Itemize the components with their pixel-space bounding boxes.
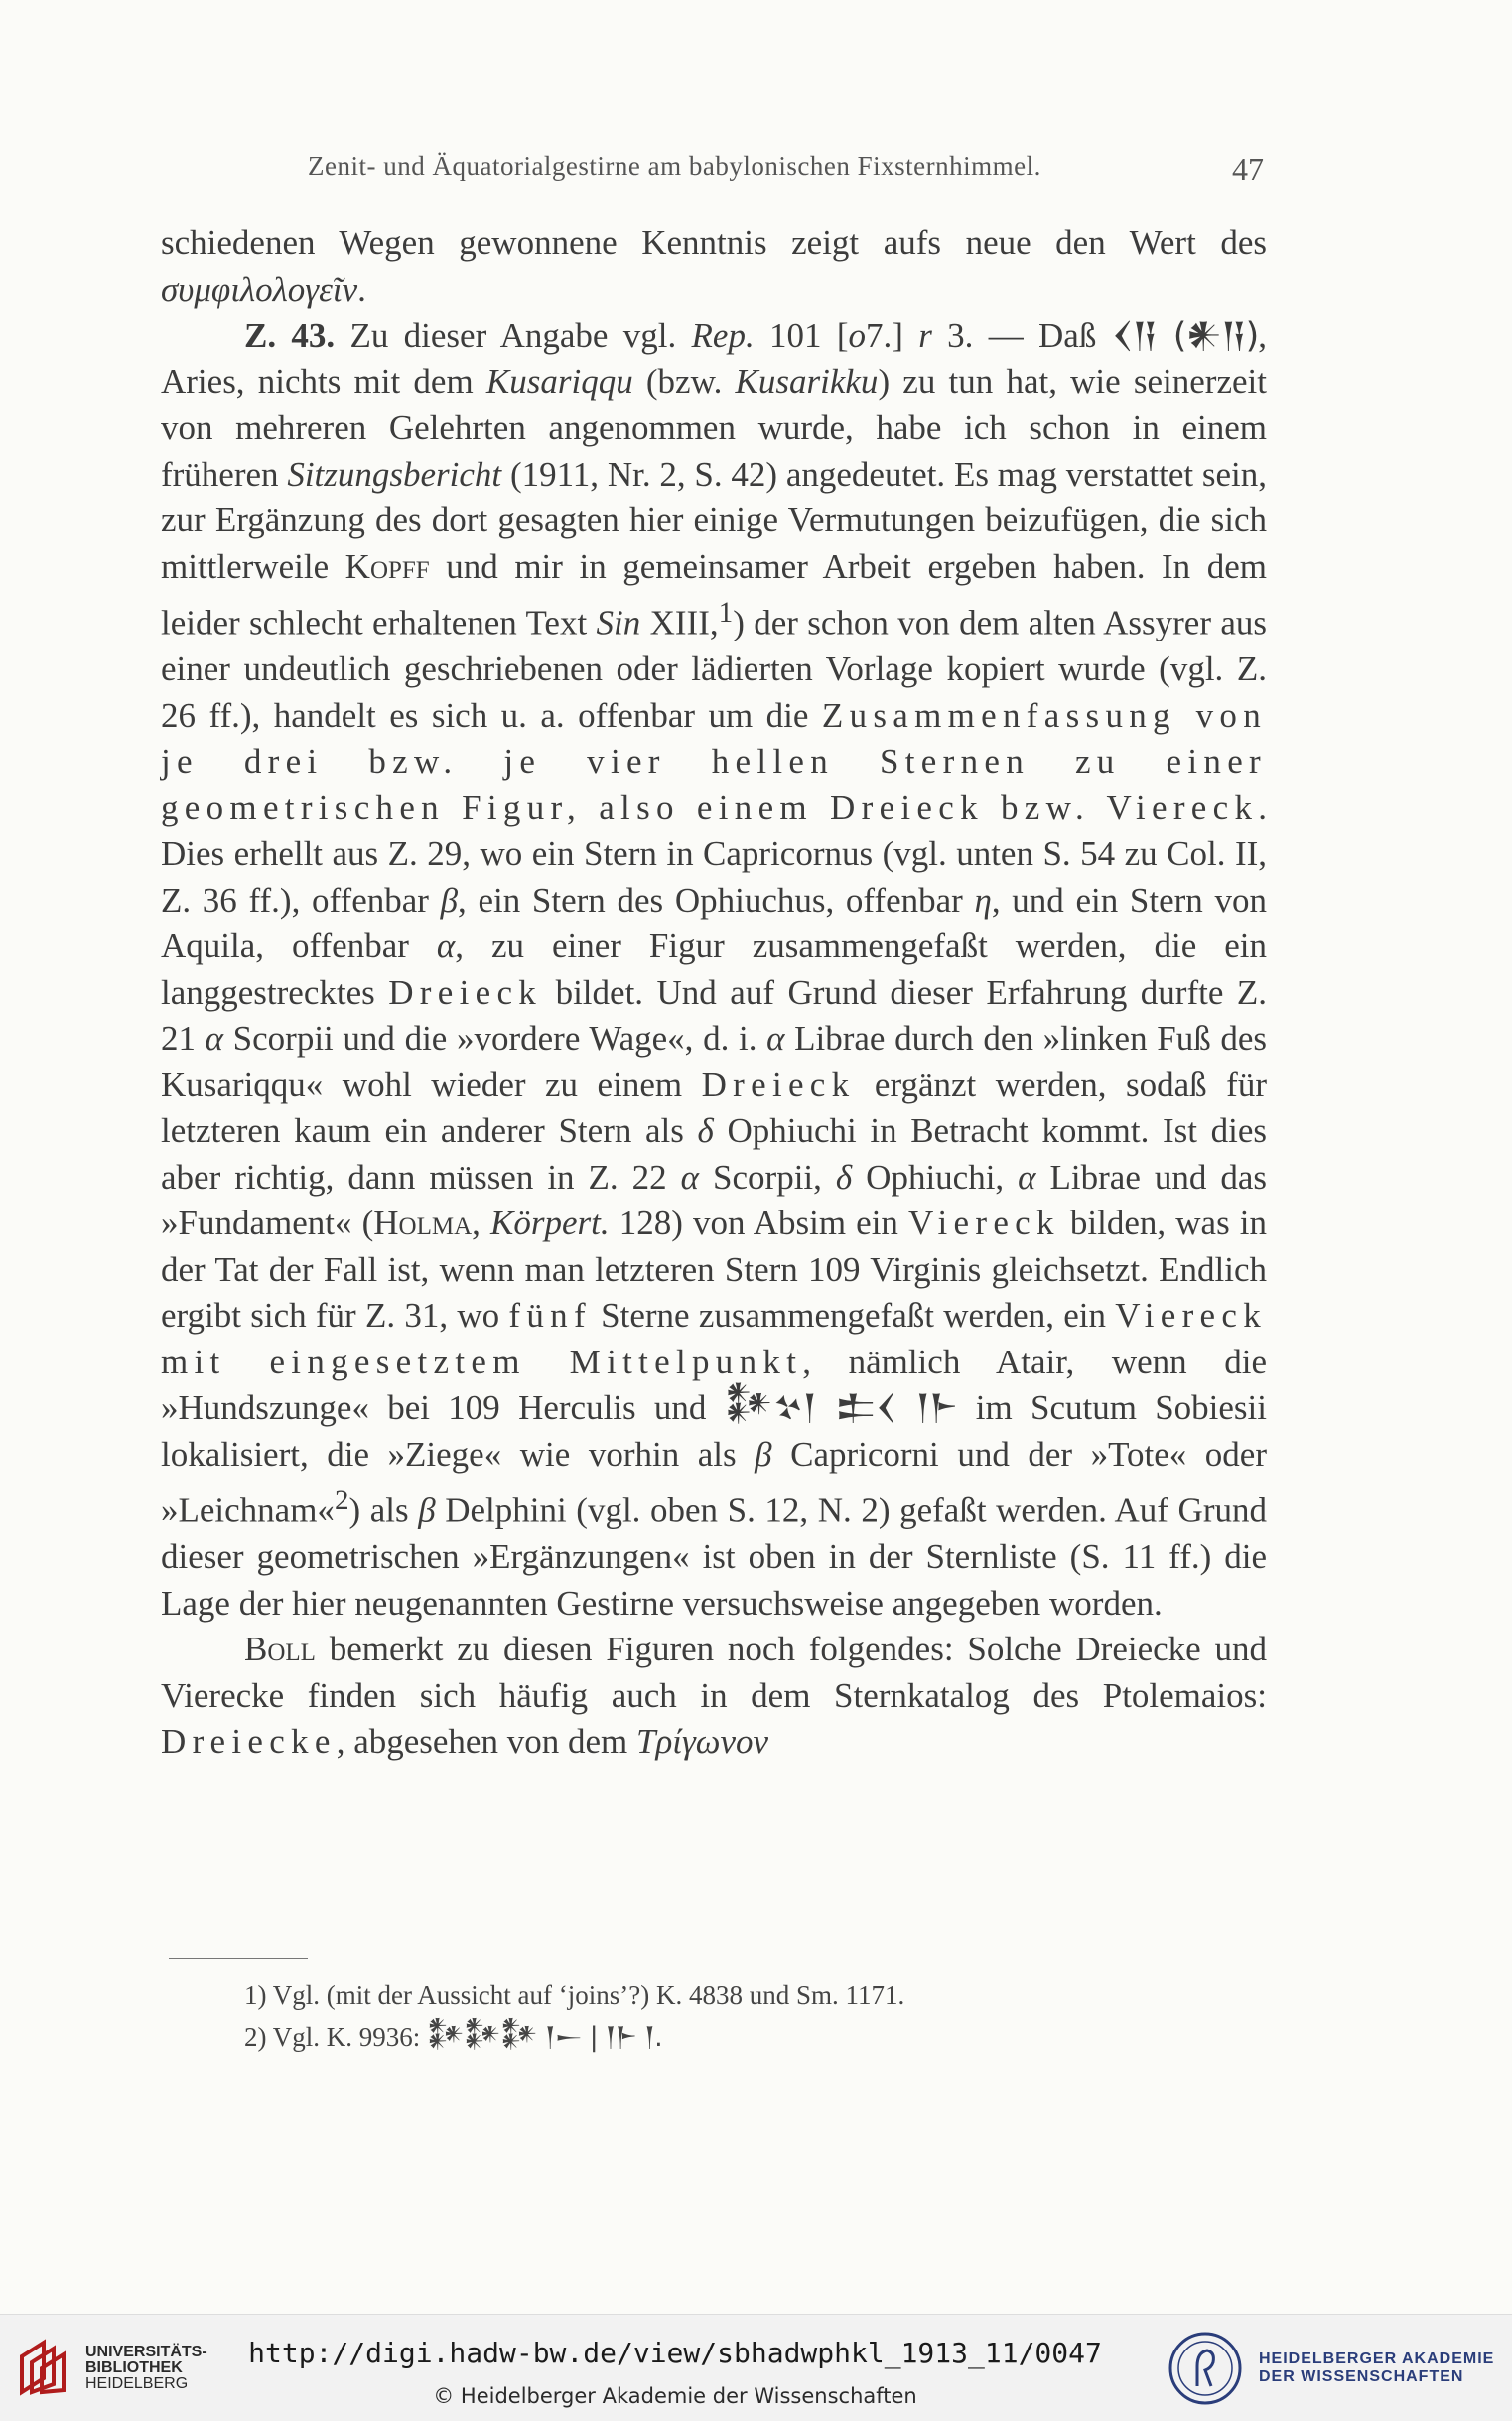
academy-name: HEIDELBERGER AKADEMIE DER WISSENSCHAFTEN: [1259, 2350, 1495, 2385]
cuneiform-sign: 𒀯𒆳𒁹 𒉺𒌋 𒁹𒈨: [724, 1388, 958, 1429]
copyright-notice: © Heidelberger Akademie der Wissenschaften: [433, 2384, 917, 2408]
body-text: [161, 220, 1267, 1766]
footnote-ref-1: 1: [718, 597, 734, 629]
footnote-1: 1) Vgl. (mit der Aussicht auf ‘joins’?) K. 4838 und Sm. 1171.: [244, 1980, 905, 2010]
academy-seal-icon: [1168, 2331, 1243, 2406]
line-reference: Z. 43.: [244, 316, 336, 355]
library-name: UNIVERSITÄTS- BIBLIOTHEK HEIDELBERG: [85, 2344, 207, 2392]
cuneiform-sign: 𒌋𒀀 (𒀭𒀀): [1111, 316, 1259, 356]
paragraph-1: schiedenen Wegen gewonnene Kenntnis zeigt aufs neue den Wert des συμφιλολογεῖν.: [161, 223, 1267, 309]
author-name: Kopff: [344, 546, 430, 586]
permalink-url[interactable]: http://digi.hadw-bw.de/view/sbhadwphkl_1913_11/0047: [248, 2337, 1102, 2369]
paragraph-3: Boll bemerkt zu diesen Figuren noch folgendes: Solche Dreiecke und Vierecke finden sich häufig auch in dem Sternkatalog des Ptolemaios: Dreiecke, abgesehen von dem Τρίγωνον: [161, 1630, 1267, 1762]
cuneiform-sign: 𒀯𒀯𒀯 𒁹𒀸 | 𒁹𒈨 𒁹.: [427, 2022, 662, 2053]
footnote-ref-2: 2: [334, 1485, 349, 1517]
footnote-2: 2) Vgl. K. 9936: 𒀯𒀯𒀯 𒁹𒀸 | 𒁹𒈨 𒁹.: [244, 2022, 662, 2053]
page-number: 47: [1232, 151, 1264, 187]
greek-word: Τρίγωνον: [635, 1722, 769, 1762]
viewer-footer: [0, 2314, 1512, 2421]
footnotes: [244, 1974, 1237, 2059]
author-name: Holma: [373, 1204, 473, 1243]
footnote-divider: [169, 1958, 308, 1959]
paragraph-2: Z. 43. Zu dieser Angabe vgl. Rep. 101 [o7.] r 3. — Daß 𒌋𒀀 (𒀭𒀀), Aries, nichts mit dem Kusariqqu (bzw. Kusarikku) zu tun hat, wie seinerzeit von mehreren Gelehrten angenommen wurde, habe ich schon in einem früheren Sitzungsbericht (1911, Nr. 2, S. 42) angedeutet. Es mag verstattet sein, zur Ergänzung des dort gesagten hier einige Vermutungen beizufügen, die sich mittlerweile Kopff und mir in gemeinsamer Arbeit ergeben haben. In dem leider schlecht erhaltenen Text Sin XIII,$^1$) der schon von dem alten Assyrer aus einer undeutlich geschriebenen oder lädierten Vorlage kopiert wurde (vgl. Z. 26 ff.), handelt es sich u. a. offenbar um die Zusammenfassung von je drei bzw. je vier hellen Sternen zu einer geometrischen Figur, also einem Dreieck bzw. Viereck. Dies erhellt aus Z. 29, wo ein Stern in Capricornus (vgl. unten S. 54 zu Col. II, Z. 36 ff.), offenbar β, ein Stern des Ophiuchus, offenbar η, und ein Stern von Aquila, offenbar α, zu einer Figur zusammengefaßt werden, die ein langgestrecktes Dreieck bildet. Und auf Grund dieser Erfahrung durfte Z. 21 α Scorpii und die »vordere Wage«, d. i. α Librae durch den »linken Fuß des Kusariqqu« wohl wieder zu einem Dreieck ergänzt werden, sodaß für letzteren kaum ein anderer Stern als δ Ophiuchi in Betracht kommt. Ist dies aber richtig, dann müssen in Z. 22 α Scorpii, δ Ophiuchi, α Librae und das »Fundament« (Holma, Körpert. 128) von Absim ein Viereck bilden, was in der Tat der Fall ist, wenn man letzteren Stern 109 Virginis gleichsetzt. Endlich ergibt sich für Z. 31, wo fünf Sterne zusammengefaßt werden, ein Viereck mit eingesetztem Mittelpunkt, nämlich Atair, wenn die »Hundszunge« bei 109 Herculis und 𒀯𒆳𒁹 𒉺𒌋 𒁹𒈨 im Scutum Sobiesii lokalisiert, die »Ziege« wie vorhin als β Capricorni und der »Tote« oder »Leichnam«$^2$) als β Delphini (vgl. oben S. 12, N. 2) gefaßt werden. Auf Grund dieser geometrischen »Ergänzungen« ist oben in der Sternliste (S. 11 ff.) die Lage der hier neugenannten Gestirne versuchsweise angegeben worden.: [161, 316, 1268, 1623]
greek-word: συμφιλολογεῖν: [161, 269, 358, 309]
running-header: [0, 151, 1512, 191]
running-title: Zenit- und Äquatorialgestirne am babylonischen Fixsternhimmel.: [308, 151, 1041, 181]
author-name: Boll: [244, 1630, 316, 1669]
